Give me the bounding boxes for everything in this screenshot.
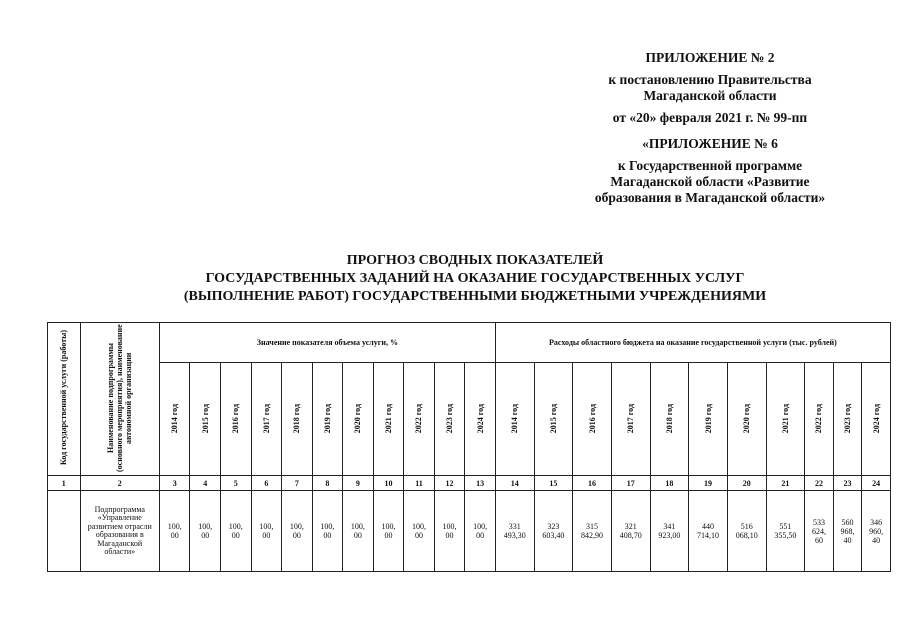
year-label: 2014 год: [170, 403, 180, 433]
header-name: [80, 323, 159, 476]
year-volume: [221, 363, 252, 476]
header-expenses-group: Расходы областного бюджета на оказание государственной услуги (тыс. рублей): [495, 323, 890, 363]
column-number: 8: [312, 476, 343, 491]
column-number: 15: [534, 476, 573, 491]
year-label: 2022 год: [414, 403, 424, 433]
column-number: 14: [495, 476, 534, 491]
year-expenses: [862, 363, 891, 476]
title-line-2: ГОСУДАРСТВЕННЫХ ЗАДАНИЙ НА ОКАЗАНИЕ ГОСУДАРСТВЕННЫХ УСЛУГ: [205, 271, 745, 286]
year-expenses: [727, 363, 766, 476]
year-volume: [190, 363, 221, 476]
volume-value: 100, 00: [343, 491, 374, 572]
year-expenses: [689, 363, 728, 476]
year-label: 2020 год: [742, 403, 752, 433]
document-title: [60, 252, 890, 306]
column-number: 6: [251, 476, 282, 491]
year-volume: [282, 363, 313, 476]
year-expenses: [650, 363, 689, 476]
volume-value: 100, 00: [465, 491, 496, 572]
appendix-program-ref: к Государственной программе: [617, 158, 803, 173]
volume-value: 100, 00: [373, 491, 404, 572]
expense-value: 315 842,90: [573, 491, 612, 572]
indicators-table: [47, 322, 891, 572]
row-name: Подпрограмма «Управление развитием отрасли образования в Магаданской области»: [80, 491, 159, 572]
year-expenses: [766, 363, 805, 476]
expense-value: 331 493,30: [495, 491, 534, 572]
year-expenses: [611, 363, 650, 476]
expense-value: 440 714,10: [689, 491, 728, 572]
header-code: [48, 323, 81, 476]
year-label: 2023 год: [445, 403, 454, 433]
appendix-inner-number: «ПРИЛОЖЕНИЕ № 6: [642, 136, 778, 151]
appendix-number: ПРИЛОЖЕНИЕ № 2: [645, 50, 775, 65]
year-expenses: [833, 363, 862, 476]
year-expenses: [495, 363, 534, 476]
header-row-groups: [48, 323, 891, 363]
column-number: 21: [766, 476, 805, 491]
volume-value: 100, 00: [190, 491, 221, 572]
column-number: 24: [862, 476, 891, 491]
column-number: 10: [373, 476, 404, 491]
year-label: 2016 год: [231, 403, 241, 433]
volume-value: 100, 00: [434, 491, 465, 572]
header-row-years: [48, 363, 891, 476]
year-volume: [465, 363, 496, 476]
year-label: 2015 год: [548, 403, 558, 433]
column-number: 1: [48, 476, 81, 491]
table-row: [48, 491, 891, 572]
column-number: 11: [404, 476, 435, 491]
year-volume: [312, 363, 343, 476]
year-label: 2014 год: [510, 403, 520, 433]
year-label: 2015 год: [200, 403, 210, 433]
volume-value: 100, 00: [282, 491, 313, 572]
year-volume: [159, 363, 190, 476]
year-volume: [404, 363, 435, 476]
year-expenses: [534, 363, 573, 476]
expense-value: 516 068,10: [727, 491, 766, 572]
column-number: 7: [282, 476, 313, 491]
appendix-region: Магаданской области: [643, 88, 777, 103]
volume-value: 100, 00: [404, 491, 435, 572]
year-label: 2020 год: [353, 403, 363, 433]
year-expenses: [805, 363, 834, 476]
column-number: 2: [80, 476, 159, 491]
column-number: 22: [805, 476, 834, 491]
expense-value: 551 355,50: [766, 491, 805, 572]
expense-value: 346 960, 40: [862, 491, 891, 572]
year-label: 2018 год: [664, 403, 674, 433]
year-label: 2024 год: [475, 403, 485, 433]
column-number: 9: [343, 476, 374, 491]
expense-value: 323 603,40: [534, 491, 573, 572]
year-label: 2021 год: [383, 403, 393, 433]
column-number: 13: [465, 476, 496, 491]
year-label: 2018 год: [292, 403, 302, 433]
title-line-3: (ВЫПОЛНЕНИЕ РАБОТ) ГОСУДАРСТВЕННЫМИ БЮДЖЕТНЫМИ УЧРЕЖДЕНИЯМИ: [183, 289, 767, 304]
header-volume-group: Значение показателя объема услуги, %: [159, 323, 495, 363]
column-number: 20: [727, 476, 766, 491]
year-volume: [251, 363, 282, 476]
appendix-program-name-1: Магаданской области «Развитие: [610, 174, 810, 189]
year-label: 2017 год: [261, 403, 271, 433]
volume-value: 100, 00: [251, 491, 282, 572]
appendix-program-name-2: образования в Магаданской области»: [594, 190, 826, 205]
column-number: 17: [611, 476, 650, 491]
column-number: 16: [573, 476, 612, 491]
year-label: 2021 год: [780, 403, 790, 433]
year-label: 2024 год: [871, 403, 881, 433]
appendix-header: [560, 50, 860, 206]
year-volume: [373, 363, 404, 476]
column-number: 3: [159, 476, 190, 491]
year-volume: [434, 363, 465, 476]
column-number: 19: [689, 476, 728, 491]
header-name-label: Наименование подпрограммы (основного мероприятия), наименование автономной организации: [106, 324, 134, 472]
expense-value: 533 624, 60: [805, 491, 834, 572]
column-number: 5: [221, 476, 252, 491]
year-label: 2023 год: [842, 403, 852, 433]
column-number: 23: [833, 476, 862, 491]
year-label: 2019 год: [322, 403, 332, 433]
header-code-label: Код государственной услуги (работы): [59, 330, 69, 466]
volume-value: 100, 00: [221, 491, 252, 572]
appendix-decree-ref: к постановлению Правительства: [608, 72, 812, 87]
volume-value: 100, 00: [312, 491, 343, 572]
column-number: 4: [190, 476, 221, 491]
year-volume: [343, 363, 374, 476]
expense-value: 560 968, 40: [833, 491, 862, 572]
column-number: 18: [650, 476, 689, 491]
expense-value: 341 923,00: [650, 491, 689, 572]
year-label: 2017 год: [626, 403, 636, 433]
expense-value: 321 408,70: [611, 491, 650, 572]
row-code: [48, 491, 81, 572]
year-label: 2019 год: [703, 403, 713, 433]
year-expenses: [573, 363, 612, 476]
year-label: 2022 год: [814, 403, 824, 433]
title-line-1: ПРОГНОЗ СВОДНЫХ ПОКАЗАТЕЛЕЙ: [346, 253, 604, 268]
column-number-row: [48, 476, 891, 491]
year-label: 2016 год: [587, 403, 597, 433]
volume-value: 100, 00: [159, 491, 190, 572]
appendix-date: от «20» февраля 2021 г. № 99-пп: [612, 110, 808, 125]
column-number: 12: [434, 476, 465, 491]
